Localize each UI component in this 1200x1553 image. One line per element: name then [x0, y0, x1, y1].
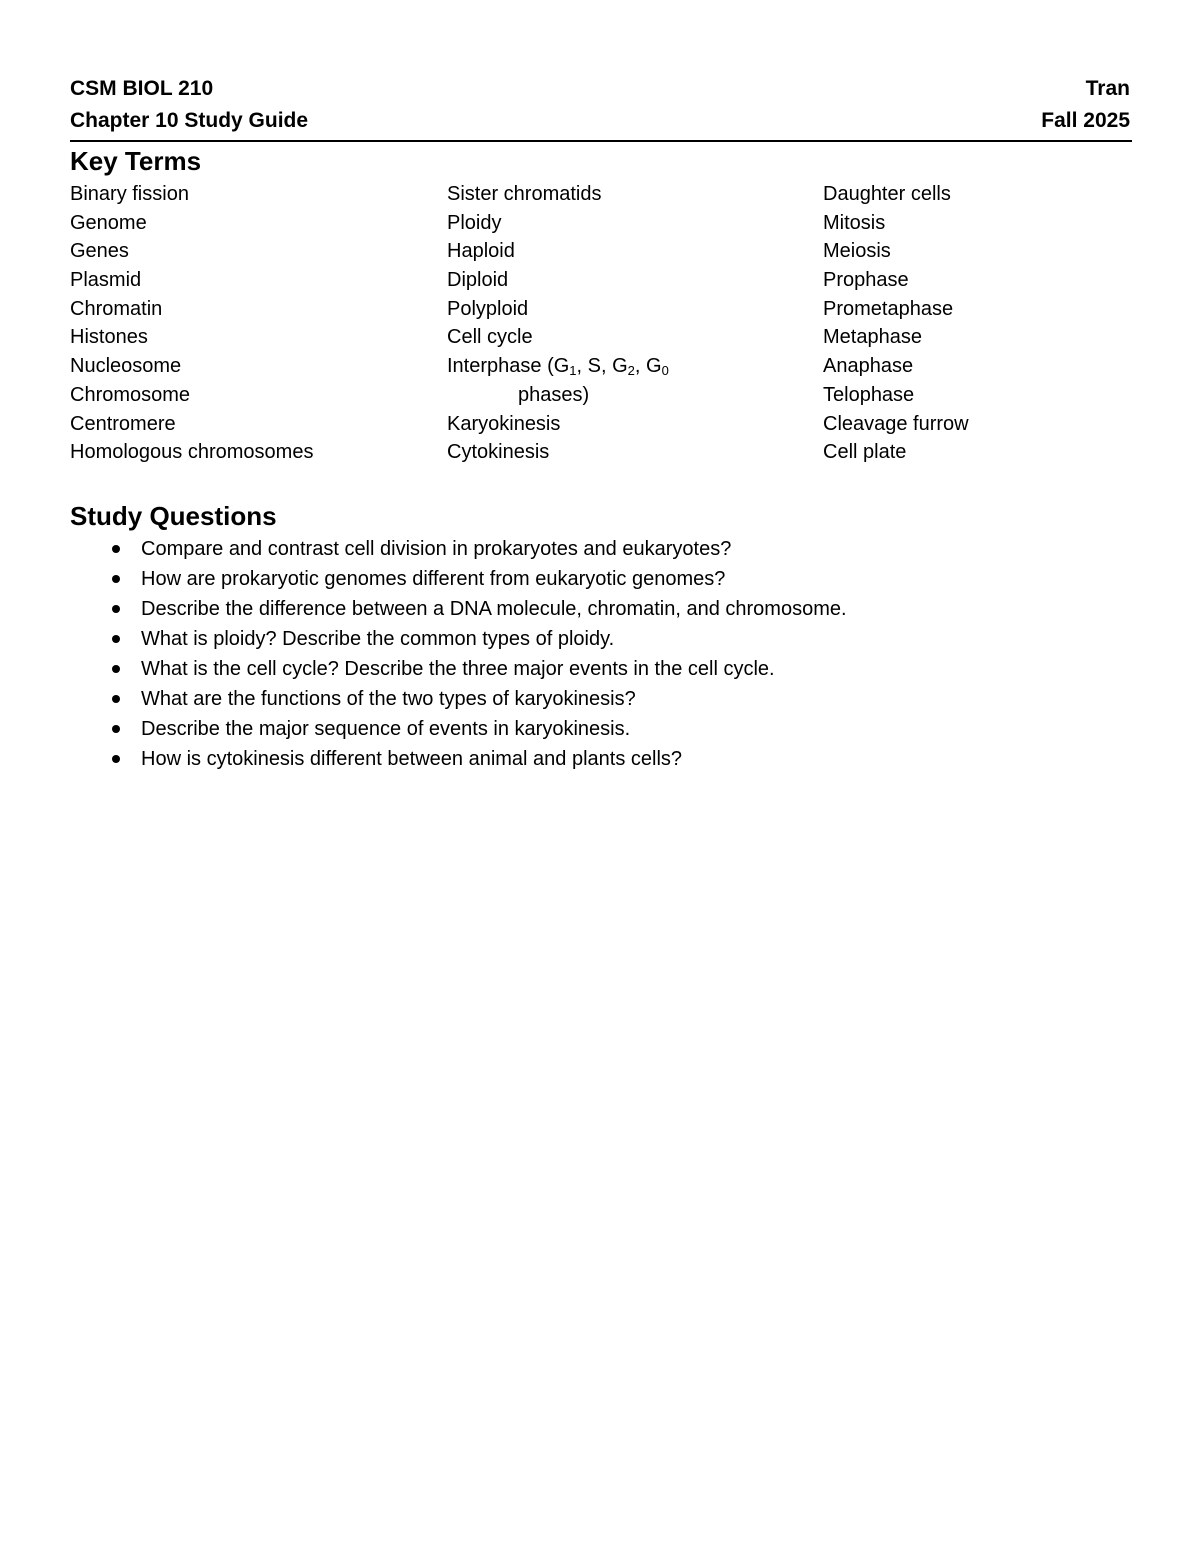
bullet-icon	[112, 665, 120, 673]
question-text: Describe the major sequence of events in karyokinesis.	[141, 718, 631, 740]
question-text: How is cytokinesis different between animal and plants cells?	[141, 748, 683, 770]
key-terms-column-1	[70, 180, 430, 467]
subscript-0: 0	[661, 363, 669, 379]
term-label: Fall 2025	[1041, 109, 1130, 132]
study-questions-heading: Study Questions	[70, 501, 277, 531]
course-code: CSM BIOL 210	[70, 77, 214, 100]
bullet-icon	[112, 725, 120, 733]
subscript-2: 2	[627, 363, 635, 379]
interphase-mid-2: , G	[634, 355, 662, 378]
bullet-icon	[112, 605, 120, 613]
document-title: Chapter 10 Study Guide	[70, 109, 309, 132]
term-item: Nucleosome	[70, 355, 182, 378]
list-item	[70, 684, 1130, 714]
term-item: Anaphase	[823, 355, 914, 378]
list-item	[70, 654, 1130, 684]
interphase-label: Interphase (G	[447, 355, 570, 378]
bullet-icon	[112, 575, 120, 583]
bullet-icon	[112, 755, 120, 763]
page-header	[70, 74, 1132, 142]
term-item: Homologous chromosomes	[70, 441, 314, 464]
list-item	[70, 714, 1130, 744]
list-item	[70, 564, 1130, 594]
key-terms-column-3	[823, 180, 1183, 467]
term-item-interphase	[447, 352, 807, 381]
question-text: Describe the difference between a DNA molecule, chromatin, and chromosome.	[141, 598, 847, 620]
term-item: Centromere	[70, 412, 176, 435]
term-item: Cleavage furrow	[823, 412, 969, 435]
list-item	[70, 624, 1130, 654]
term-item: Plasmid	[70, 269, 142, 292]
question-text: Compare and contrast cell division in prokaryotes and eukaryotes?	[141, 538, 732, 560]
term-item: Genes	[70, 240, 129, 263]
term-item-continuation: phases)	[518, 383, 590, 406]
term-item: Haploid	[447, 240, 515, 263]
term-item: Polyploid	[447, 297, 529, 320]
term-item: Meiosis	[823, 240, 891, 263]
term-item: Chromosome	[70, 383, 191, 406]
header-row-1	[70, 74, 1130, 104]
key-terms-list	[70, 180, 1130, 470]
interphase-mid-1: , S, G	[576, 355, 628, 378]
term-item: Telophase	[823, 383, 915, 406]
term-item: Karyokinesis	[447, 412, 561, 435]
question-text: How are prokaryotic genomes different from eukaryotic genomes?	[141, 568, 726, 590]
bullet-icon	[112, 695, 120, 703]
bullet-icon	[112, 635, 120, 643]
term-item: Daughter cells	[823, 183, 951, 205]
term-item: Chromatin	[70, 297, 163, 320]
term-item: Cytokinesis	[447, 441, 550, 464]
term-item: Binary fission	[70, 183, 189, 205]
key-terms-heading: Key Terms	[70, 146, 202, 176]
term-item: Genome	[70, 211, 147, 234]
term-item: Histones	[70, 326, 148, 349]
term-item: Metaphase	[823, 326, 922, 349]
list-item	[70, 744, 1130, 774]
term-item: Prometaphase	[823, 297, 954, 320]
question-text: What are the functions of the two types of karyokinesis?	[141, 688, 636, 710]
term-item: Diploid	[447, 269, 509, 292]
instructor-name: Tran	[1085, 77, 1130, 100]
study-questions-list	[70, 534, 1130, 774]
header-row-2	[70, 106, 1130, 136]
list-item	[70, 594, 1130, 624]
term-item: Ploidy	[447, 211, 502, 234]
subscript-1: 1	[569, 363, 577, 379]
bullet-icon	[112, 545, 120, 553]
term-item: Cell plate	[823, 441, 907, 464]
list-item	[70, 534, 1130, 564]
term-item: Mitosis	[823, 211, 886, 234]
term-item: Prophase	[823, 269, 909, 292]
question-text: What is ploidy? Describe the common types of ploidy.	[141, 628, 615, 650]
term-item: Cell cycle	[447, 326, 533, 349]
question-text: What is the cell cycle? Describe the three major events in the cell cycle.	[141, 658, 775, 680]
key-terms-column-2	[447, 180, 807, 467]
term-item: Sister chromatids	[447, 183, 602, 205]
